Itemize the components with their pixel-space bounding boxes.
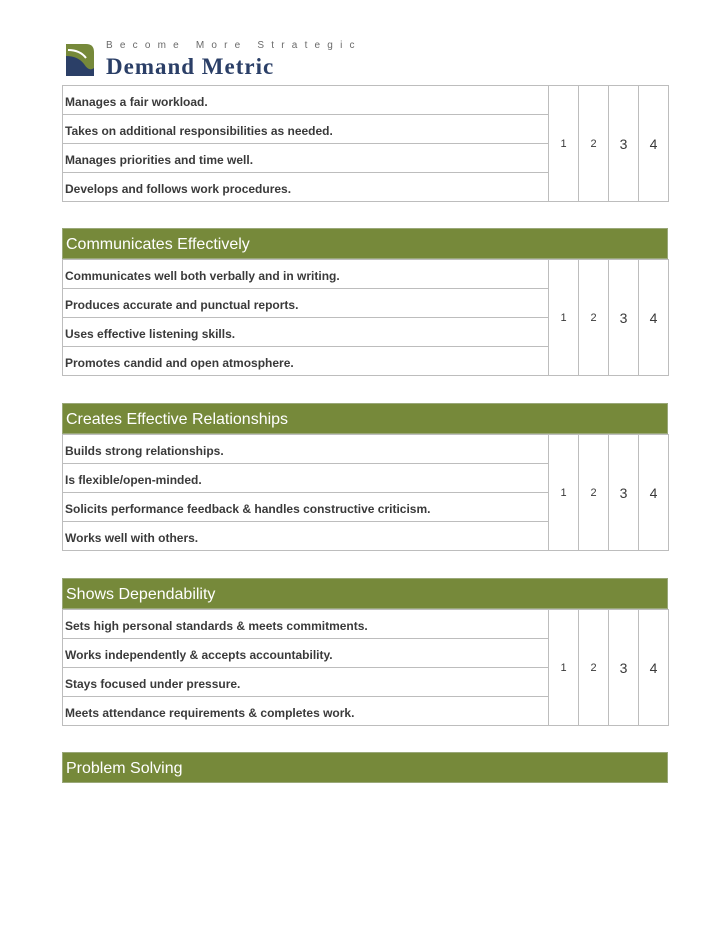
brand-tagline: Become More Strategic	[106, 40, 362, 51]
rating-3-cell[interactable]: 3	[609, 435, 639, 551]
rating-3-cell[interactable]: 3	[609, 86, 639, 202]
section-creates-effective-relationships	[62, 403, 668, 551]
criterion-item: Solicits performance feedback & handles constructive criticism.	[63, 493, 549, 522]
rating-1-cell[interactable]: 1	[549, 260, 579, 376]
rating-2-cell[interactable]: 2	[579, 435, 609, 551]
rating-1-cell[interactable]: 1	[549, 435, 579, 551]
criterion-item: Develops and follows work procedures.	[63, 173, 549, 202]
criterion-item: Works well with others.	[63, 522, 549, 551]
rating-3-cell[interactable]: 3	[609, 610, 639, 726]
rating-4-cell[interactable]: 4	[639, 435, 669, 551]
criterion-item: Promotes candid and open atmosphere.	[63, 347, 549, 376]
criteria-table	[62, 434, 669, 551]
criterion-item: Builds strong relationships.	[63, 435, 549, 464]
criterion-item: Uses effective listening skills.	[63, 318, 549, 347]
criteria-table	[62, 259, 669, 376]
criterion-item: Manages priorities and time well.	[63, 144, 549, 173]
section-title: Creates Effective Relationships	[62, 403, 668, 434]
section-workload	[62, 85, 668, 202]
section-problem-solving	[62, 752, 668, 783]
section-communicates-effectively	[62, 228, 668, 376]
rating-4-cell[interactable]: 4	[639, 86, 669, 202]
criterion-item: Works independently & accepts accountability.	[63, 639, 549, 668]
section-shows-dependability	[62, 578, 668, 726]
rating-2-cell[interactable]: 2	[579, 610, 609, 726]
demand-metric-logo	[64, 40, 362, 80]
rating-4-cell[interactable]: 4	[639, 610, 669, 726]
rating-2-cell[interactable]: 2	[579, 260, 609, 376]
rating-2-cell[interactable]: 2	[579, 86, 609, 202]
criterion-item: Produces accurate and punctual reports.	[63, 289, 549, 318]
rating-3-cell[interactable]: 3	[609, 260, 639, 376]
criterion-item: Is flexible/open-minded.	[63, 464, 549, 493]
section-title: Communicates Effectively	[62, 228, 668, 259]
criteria-table	[62, 609, 669, 726]
criteria-table	[62, 85, 669, 202]
criterion-item: Manages a fair workload.	[63, 86, 549, 115]
rating-4-cell[interactable]: 4	[639, 260, 669, 376]
section-title: Shows Dependability	[62, 578, 668, 609]
criterion-item: Communicates well both verbally and in writing.	[63, 260, 549, 289]
criterion-item: Sets high personal standards & meets commitments.	[63, 610, 549, 639]
demand-metric-logo-icon	[64, 42, 96, 78]
rating-1-cell[interactable]: 1	[549, 86, 579, 202]
rating-1-cell[interactable]: 1	[549, 610, 579, 726]
brand-name: Demand Metric	[106, 54, 275, 79]
section-title: Problem Solving	[62, 752, 668, 783]
criterion-item: Meets attendance requirements & completes work.	[63, 697, 549, 726]
criterion-item: Stays focused under pressure.	[63, 668, 549, 697]
criterion-item: Takes on additional responsibilities as needed.	[63, 115, 549, 144]
